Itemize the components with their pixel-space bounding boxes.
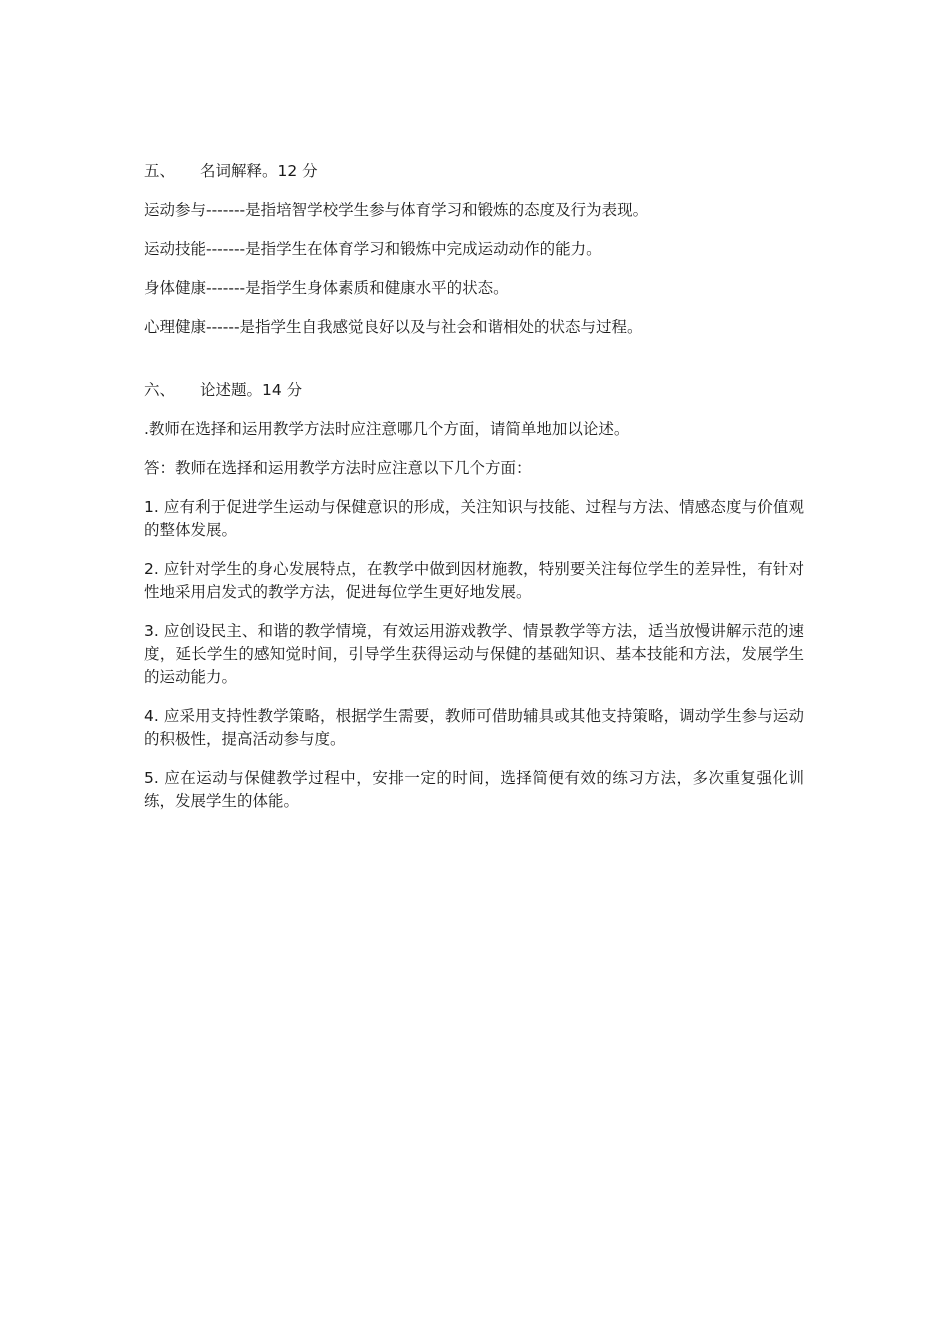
term-definition: 运动参与-------是指培智学校学生参与体育学习和锻炼的态度及行为表现。 bbox=[144, 201, 649, 219]
answer-point: 5. 应在运动与保健教学过程中，安排一定的时间，选择简便有效的练习方法，多次重复强化训练，发展学生的体能。 bbox=[144, 769, 804, 810]
term-definition: 心理健康------是指学生自我感觉良好以及与社会和谐相处的状态与过程。 bbox=[144, 318, 643, 336]
term-definition: 运动技能-------是指学生在体育学习和锻炼中完成运动动作的能力。 bbox=[144, 240, 602, 258]
answer-point: 1. 应有利于促进学生运动与保健意识的形成，关注知识与技能、过程与方法、情感态度与价值观的整体发展。 bbox=[144, 498, 804, 539]
document-page bbox=[144, 160, 804, 829]
section-6-heading bbox=[144, 379, 804, 402]
section-5-heading bbox=[144, 160, 804, 183]
answer-point: 4. 应采用支持性教学策略，根据学生需要，教师可借助辅具或其他支持策略，调动学生参与运动的积极性，提高活动参与度。 bbox=[144, 707, 804, 748]
term-definition: 身体健康-------是指学生身体素质和健康水平的状态。 bbox=[144, 279, 509, 297]
section-5-title: 名词解释。12 分 bbox=[200, 162, 318, 180]
essay-question: .教师在选择和运用教学方法时应注意哪几个方面，请简单地加以论述。 bbox=[144, 420, 630, 438]
section-6-title: 论述题。14 分 bbox=[200, 381, 303, 399]
answer-point: 2. 应针对学生的身心发展特点，在教学中做到因材施教，特别要关注每位学生的差异性，有针对性地采用启发式的教学方法，促进每位学生更好地发展。 bbox=[144, 560, 804, 601]
answer-intro: 答：教师在选择和运用教学方法时应注意以下几个方面： bbox=[144, 459, 532, 477]
section-5-number: 五、 bbox=[144, 162, 176, 180]
answer-point: 3. 应创设民主、和谐的教学情境，有效运用游戏教学、情景教学等方法，适当放慢讲解示范的速度，延长学生的感知觉时间，引导学生获得运动与保健的基础知识、基本技能和方法，发展学生的运动能力。 bbox=[144, 622, 804, 686]
section-6-number: 六、 bbox=[144, 381, 176, 399]
section-spacer bbox=[144, 355, 804, 379]
